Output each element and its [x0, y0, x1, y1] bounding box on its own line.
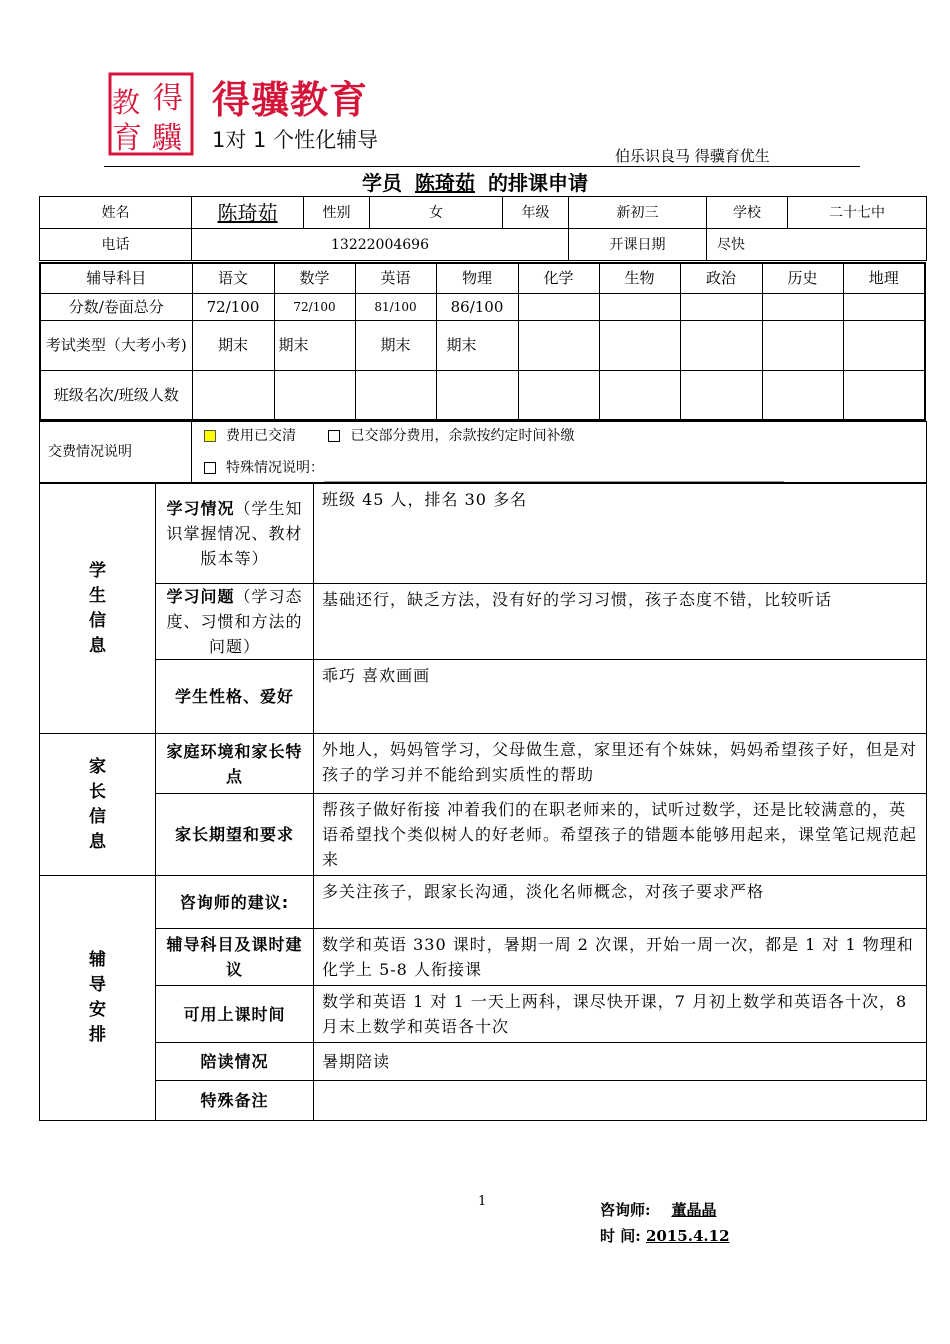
rank-empty: [518, 370, 599, 420]
school-label: 学校: [707, 197, 788, 229]
student-info-section: [40, 484, 156, 734]
subject-header: 辅导科目: [40, 263, 192, 293]
fee-paid-checkbox[interactable]: [204, 430, 216, 442]
fee-line-1: [196, 422, 922, 450]
brand-title: 得骥教育: [212, 78, 369, 122]
fee-special-checkbox[interactable]: [204, 462, 216, 474]
rank-empty: [192, 370, 274, 420]
start-date-label: 开课日期: [569, 229, 707, 261]
subject-biology: 生物: [599, 263, 680, 293]
exam-empty: [843, 320, 925, 370]
logo-char-3: 育: [112, 121, 142, 156]
study-situation-note: （学生知识掌握情况、教材版本等）: [166, 499, 303, 568]
subject-physics: 物理: [436, 263, 518, 293]
study-situation-title: 学习情况: [166, 499, 235, 518]
rank-label: 班级名次/班级人数: [40, 370, 192, 420]
family-env-label: 家庭环境和家长特点: [156, 734, 314, 794]
rank-empty: [680, 370, 762, 420]
subject-math: 数学: [274, 263, 355, 293]
score-physics: 86/100: [436, 293, 518, 320]
parent-info-section-title: 家长信息: [89, 756, 106, 852]
grade-label: 年级: [503, 197, 569, 229]
fee-partial-checkbox[interactable]: [328, 430, 340, 442]
phone-value: 13222004696: [192, 229, 569, 261]
title-prefix: 学员: [362, 171, 403, 195]
score-empty: [599, 293, 680, 320]
info-table: [39, 483, 927, 1121]
logo-mark: [108, 72, 194, 156]
score-math: 72/100: [274, 293, 355, 320]
subject-chinese: 语文: [192, 263, 274, 293]
date-label: 时 间:: [600, 1227, 641, 1245]
header-rule: [104, 166, 860, 167]
hours-label: 辅导科目及课时建议: [156, 929, 314, 986]
subject-politics: 政治: [680, 263, 762, 293]
hours-value: 数学和英语 330 课时，暑期一周 2 次课，开始一周一次，都是 1 对 1 物理和化学上 5-8 人衔接课: [314, 929, 927, 986]
exam-empty: [762, 320, 843, 370]
exam-chinese: 期末: [192, 320, 274, 370]
fee-paid-label: 费用已交清: [226, 428, 296, 444]
rank-empty: [599, 370, 680, 420]
school-value: 二十七中: [788, 197, 927, 229]
grade-value: 新初三: [569, 197, 707, 229]
fee-line-2: [196, 454, 922, 482]
rank-empty: [436, 370, 518, 420]
arrangement-section-title: 辅导安排: [89, 950, 106, 1045]
fee-special-label: 特殊情况说明：: [226, 460, 324, 476]
motto: 伯乐识良马 得骥育优生: [615, 147, 770, 165]
fee-label: 交费情况说明: [40, 422, 192, 483]
study-situation-label: [156, 484, 314, 584]
fee-special-input[interactable]: [324, 467, 784, 482]
gender-value: 女: [370, 197, 503, 229]
personality-value: 乖巧 喜欢画画: [314, 660, 927, 734]
subject-geography: 地理: [843, 263, 925, 293]
rank-empty: [274, 370, 355, 420]
document-title: [0, 170, 950, 196]
study-situation-value: 班级 45 人，排名 30 多名: [314, 484, 927, 584]
student-info-section-title: 学生信息: [89, 560, 106, 656]
rank-empty: [762, 370, 843, 420]
consultant-value: 董晶晶: [671, 1201, 717, 1219]
score-chinese: 72/100: [192, 293, 274, 320]
exam-math: 期末: [274, 320, 355, 370]
score-table: [39, 262, 926, 421]
study-problem-title: 学习问题: [166, 587, 235, 606]
personality-label: 学生性格、爱好: [156, 660, 314, 734]
rank-empty: [843, 370, 925, 420]
title-suffix: 的排课申请: [487, 171, 588, 195]
exam-empty: [599, 320, 680, 370]
date-line: [600, 1223, 730, 1249]
study-problem-label: [156, 584, 314, 660]
basic-info-table: [39, 196, 927, 261]
parent-expect-value: 帮孩子做好衔接 冲着我们的在职老师来的，试听过数学，还是比较满意的，英语希望找个类似树人的好老师。希望孩子的错题本能够用起来，课堂笔记规范起来: [314, 794, 927, 876]
available-time-label: 可用上课时间: [156, 986, 314, 1043]
available-time-value: 数学和英语 1 对 1 一天上两科，课尽快开课，7 月初上数学和英语各十次，8 月末上数学和英语各十次: [314, 986, 927, 1043]
exam-type-label: 考试类型（大考小考): [40, 320, 192, 370]
score-empty: [518, 293, 599, 320]
study-problem-note: （学习态度、习惯和方法的问题）: [166, 587, 303, 656]
exam-empty: [680, 320, 762, 370]
subject-history: 历史: [762, 263, 843, 293]
score-empty: [762, 293, 843, 320]
phone-label: 电话: [40, 229, 192, 261]
exam-english: 期末: [355, 320, 436, 370]
score-english: 81/100: [355, 293, 436, 320]
logo-char-4: 驥: [152, 121, 182, 156]
gender-label: 性别: [304, 197, 370, 229]
page-number: 1: [478, 1194, 487, 1209]
accompany-value: 暑期陪读: [314, 1043, 927, 1081]
study-problem-value: 基础还行，缺乏方法，没有好的学习习惯，孩子态度不错，比较听话: [314, 584, 927, 660]
date-value: 2015.4.12: [646, 1227, 730, 1245]
rank-empty: [355, 370, 436, 420]
advice-value: 多关注孩子，跟家长沟通，淡化名师概念，对孩子要求严格: [314, 876, 927, 929]
signature-block: [600, 1197, 730, 1249]
fee-options: [192, 422, 927, 483]
parent-expect-label: 家长期望和要求: [156, 794, 314, 876]
score-label: 分数/卷面总分: [40, 293, 192, 320]
consultant-line: [600, 1197, 730, 1223]
remark-value: [314, 1081, 927, 1121]
logo-char-2: 教: [112, 86, 141, 119]
name-value: 陈琦茹: [192, 197, 304, 229]
arrangement-section: [40, 876, 156, 1121]
start-date-value: 尽快: [707, 229, 927, 261]
fee-table: [39, 421, 927, 483]
consultant-label: 咨询师:: [600, 1201, 651, 1219]
fee-partial-label: 已交部分费用，余款按约定时间补缴: [350, 428, 575, 444]
title-student-name: 陈琦茹: [415, 171, 475, 195]
subject-chemistry: 化学: [518, 263, 599, 293]
score-empty: [843, 293, 925, 320]
name-label: 姓名: [40, 197, 192, 229]
logo-char-1: 得: [153, 81, 183, 116]
subject-english: 英语: [355, 263, 436, 293]
score-empty: [680, 293, 762, 320]
brand-subtitle: 1对 1 个性化辅导: [212, 128, 379, 152]
accompany-label: 陪读情况: [156, 1043, 314, 1081]
remark-label: 特殊备注: [156, 1081, 314, 1121]
parent-info-section: [40, 734, 156, 876]
advice-label: 咨询师的建议:: [156, 876, 314, 929]
exam-physics: 期末: [436, 320, 518, 370]
exam-empty: [518, 320, 599, 370]
family-env-value: 外地人，妈妈管学习，父母做生意，家里还有个妹妹，妈妈希望孩子好，但是对孩子的学习并不能给到实质性的帮助: [314, 734, 927, 794]
